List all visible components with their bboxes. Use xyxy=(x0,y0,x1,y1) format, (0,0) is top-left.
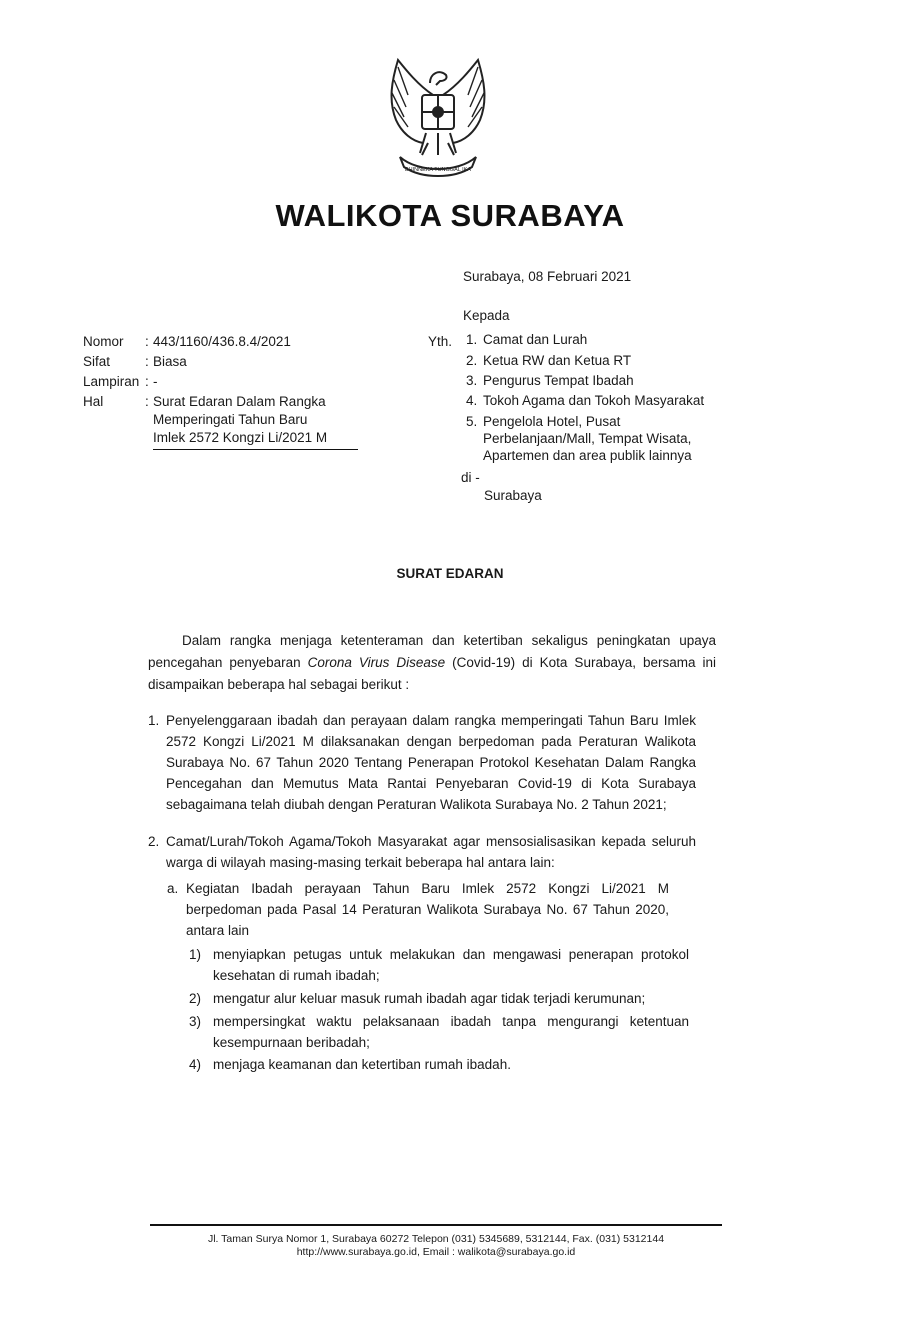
point-text: Penyelenggaraan ibadah dan perayaan dalam rangka memperingati Tahun Baru Imlek 2572 Kongzi Li/2021 M dilaksanakan dengan berpedoman pada Peraturan Walikota Surabaya No. 67 Tahun 2020 Tentang Penerapan Protokol Kesehatan Dalam Rangka Pencegahan dan Memutus Mata Rantai Penyebaran Covid-19 di Kota Surabaya sebagaimana telah diubah dengan Peraturan Walikota Surabaya No. 2 Tahun 2021; xyxy=(166,713,696,812)
subitem-text: menjaga keamanan dan ketertiban rumah ibadah. xyxy=(213,1057,511,1072)
footer-contact: http://www.surabaya.go.id, Email : walikota@surabaya.go.id xyxy=(296,1246,576,1258)
page-title: WALIKOTA SURABAYA xyxy=(275,198,625,233)
recipient-item: Tokoh Agama dan Tokoh Masyarakat xyxy=(483,393,705,408)
subitem-number: 4) xyxy=(189,1057,202,1072)
subitem-text: menyiapkan petugas untuk melakukan dan mengawasi penerapan protokol kesehatan di rumah ibadah; xyxy=(213,947,689,983)
nomor-value: 443/1160/436.8.4/2021 xyxy=(153,334,291,349)
recipient-num: 4. xyxy=(466,393,478,408)
di-label: di - xyxy=(461,470,480,485)
recipient-item: Pengurus Tempat Ibadah xyxy=(483,373,634,388)
subitem-number: 2) xyxy=(189,991,202,1006)
recipient-num: 5. xyxy=(466,414,478,429)
hal-label: Hal xyxy=(83,394,104,409)
recipient-item-line: Perbelanjaan/Mall, Tempat Wisata, xyxy=(483,431,692,446)
subpoint-text: Kegiatan Ibadah perayaan Tahun Baru Imlek 2572 Kongzi Li/2021 M berpedoman pada Pasal 14 Peraturan Walikota Surabaya No. 67 Tahun 2020, antara lain xyxy=(186,881,669,938)
footer-address: Jl. Taman Surya Nomor 1, Surabaya 60272 Telepon (031) 5345689, 5312144, Fax. (031) 5312144 xyxy=(207,1233,665,1245)
sifat-colon: : xyxy=(145,354,149,369)
recipient-num: 2. xyxy=(466,353,478,368)
subitem-text: mempersingkat waktu pelaksanaan ibadah tanpa mengurangi ketentuan kesempurnaan beribadah; xyxy=(213,1014,689,1050)
place-date: Surabaya, 08 Februari 2021 xyxy=(463,269,632,284)
recipient-city: Surabaya xyxy=(484,488,542,503)
sifat-value: Biasa xyxy=(153,354,187,369)
hal-colon: : xyxy=(145,394,149,409)
recipient-item: Pengelola Hotel, Pusat xyxy=(483,414,621,429)
recipient-item: Ketua RW dan Ketua RT xyxy=(483,353,632,368)
recipient-to-label: Kepada xyxy=(463,308,510,323)
intro-paragraph: Dalam rangka menjaga ketenteraman dan ketertiban sekaligus peningkatan upaya pencegahan penyebaran Corona Virus Disease (Covid-19) di Kota Surabaya, bersama ini disampaikan beberapa hal sebagai berikut : xyxy=(148,633,716,692)
garuda-emblem-icon xyxy=(378,55,498,185)
point-number: 1. xyxy=(148,713,160,728)
sifat-label: Sifat xyxy=(83,354,111,369)
recipient-item: Camat dan Lurah xyxy=(483,332,588,347)
lampiran-label: Lampiran xyxy=(83,374,140,389)
subpoint-label: a. xyxy=(167,881,179,896)
hal-line-3: Imlek 2572 Kongzi Li/2021 M xyxy=(153,428,358,450)
yth-label: Yth. xyxy=(428,334,453,349)
nomor-label: Nomor xyxy=(83,334,124,349)
nomor-colon: : xyxy=(145,334,149,349)
subitem-text: mengatur alur keluar masuk rumah ibadah agar tidak terjadi kerumunan; xyxy=(213,991,646,1006)
subitem-number: 3) xyxy=(189,1014,202,1029)
lampiran-value: - xyxy=(153,374,158,389)
footer-divider xyxy=(150,1224,722,1226)
emblem-motto: BHINNEKA TUNGGAL IKA xyxy=(404,167,472,173)
point-number: 2. xyxy=(148,834,160,849)
hal-line-2: Memperingati Tahun Baru xyxy=(153,412,308,427)
point-text: Camat/Lurah/Tokoh Agama/Tokoh Masyarakat agar mensosialisasikan kepada seluruh warga di wilayah masing-masing terkait beberapa hal antara lain: xyxy=(166,834,696,870)
lampiran-colon: : xyxy=(145,374,149,389)
recipient-num: 3. xyxy=(466,373,478,388)
hal-line-1: Surat Edaran Dalam Rangka xyxy=(153,394,326,409)
section-heading: SURAT EDARAN xyxy=(396,566,504,581)
recipient-num: 1. xyxy=(466,332,478,347)
recipient-item-line: Apartemen dan area publik lainnya xyxy=(483,448,692,463)
subitem-number: 1) xyxy=(189,947,202,962)
